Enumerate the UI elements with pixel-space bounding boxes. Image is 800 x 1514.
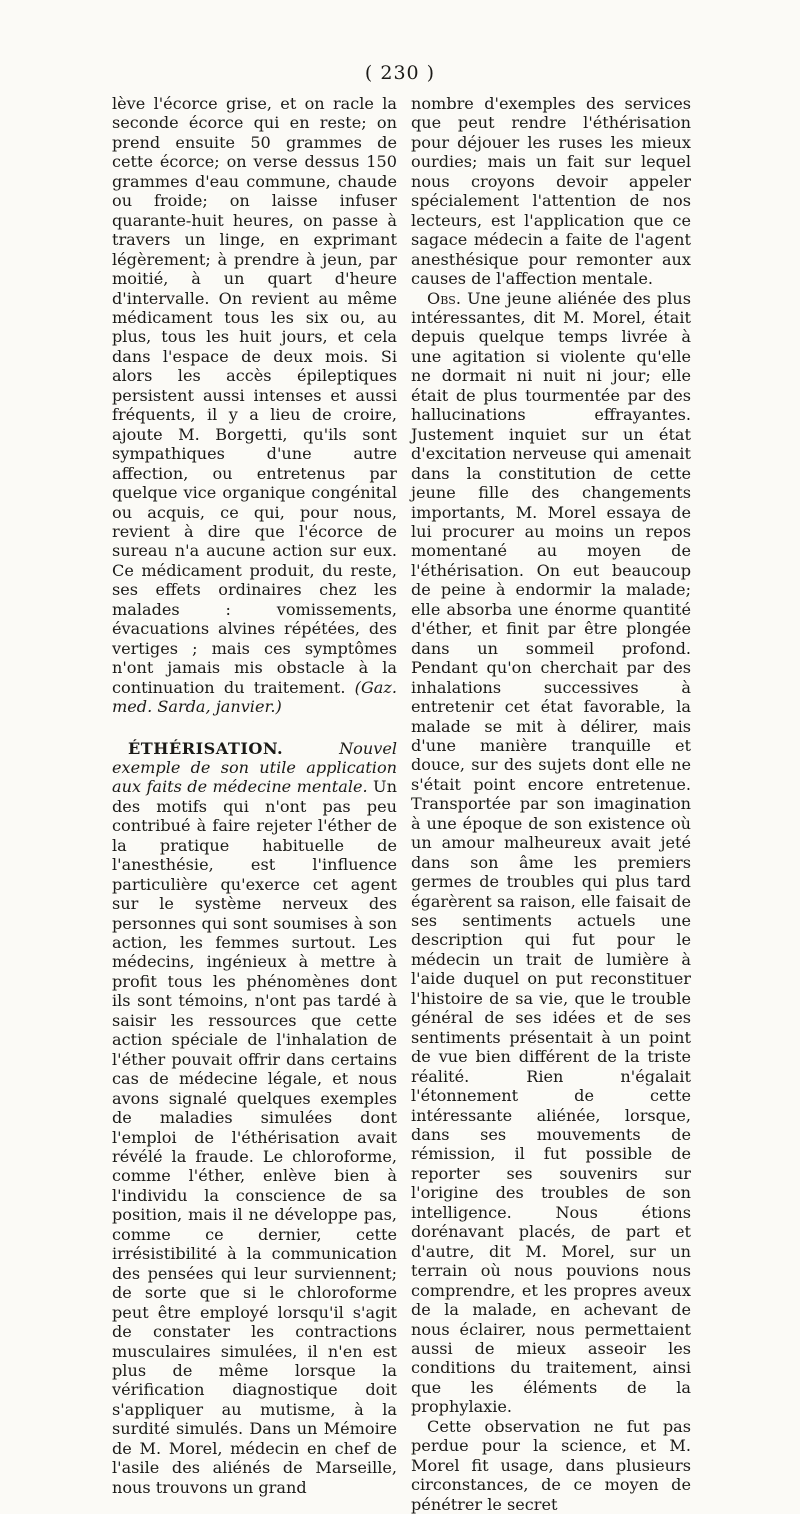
observation-paragraph	[411, 289, 691, 1417]
left-paragraph-2	[112, 739, 397, 1498]
right-paragraph-3: Cette observation ne fut pas perdue pour la science, et M. Morel fit usage, dans plusieurs circonstances, de ce moyen de pénétrer le secret	[411, 1416, 691, 1514]
obs-label: Obs.	[427, 288, 461, 308]
section-gap	[112, 717, 397, 739]
left-paragraph-1-text: lève l'écorce grise, et on racle la seconde écorce qui en reste; on prend ensuite 50 grammes de cette écorce; on verse dessus 150 grammes d'eau commune, chaude ou froide; on laisse infuser quarante-huit heures, on passe à travers un linge, en exprimant légèrement; à prendre à jeun, par moitié, à un quart d'heure d'intervalle. On revient au même médicament tous les six ou, au plus, tous les huit jours, et cela dans l'espace de deux mois. Si alors les accès épileptiques persistent aussi intenses et aussi fréquents, il y a lieu de croire, ajoute M. Borgetti, qu'ils sont sympathiques d'une autre affection, ou entretenus par quelque vice organique congénital ou acquis, ce qui, pour nous, revient à dire que l'écorce de sureau n'a aucune action sur eux. Ce médicament produit, du reste, ses effets ordinaires chez les malades : vomissements, évacuations alvines répétées, des vertiges ; mais ces symptômes n'ont jamais mis obstacle à la continuation du traitement.	[112, 94, 397, 697]
left-paragraph-2-text: Un des motifs qui n'ont pas peu contribué à faire rejeter l'éther de la pratique habituelle de l'anesthésie, est l'influence particulière qu'exerce cet agent sur le système nerveux des personnes qui sont soumises à son action, les femmes surtout. Les médecins, ingénieux à mettre à profit tous les phénomènes dont ils sont témoins, n'ont pas tardé à saisir les ressources que cette action spéciale de l'inhalation de l'éther pouvait offrir dans certains cas de médecine légale, et nous avons signalé quelques exemples de maladies simulées dont l'emploi de l'éthérisation avait révélé la fraude. Le chloroforme, comme l'éther, enlève bien à l'individu la conscience de sa position, mais il ne développe pas, comme ce dernier, cette irrésistibilité à la communication des pensées qui leur surviennent; de sorte que si le chloroforme peut être employé lorsqu'il s'agit de constater les contractions musculaires simulées, il n'en est plus de même lorsque la vérification diagnostique doit s'appliquer au mutisme, à la surdité simulés. Dans un Mémoire de M. Morel, médecin en chef de l'asile des aliénés de Marseille, nous trouvons un grand	[112, 777, 397, 1497]
obs-text: Une jeune aliénée des plus intéressantes, dit M. Morel, était depuis quelque temps livrée à une agitation si violente qu'elle ne dormait ni nuit ni jour; elle était de plus tourmentée par des hallucinations effrayantes. Justement inquiet sur un état d'excitation nerveuse qui amenait dans la constitution de cette jeune fille des changements importants, M. Morel essaya de lui procurer au moins un repos momentané au moyen de l'éthérisation. On eut beaucoup de peine à endormir la malade; elle absorba une énorme quantité d'éther, et finit par être plongée dans un sommeil profond. Pendant qu'on cherchait par des inhalations successives à entretenir cet état favorable, la malade se mit à délirer, mais d'une manière tranquille et douce, sur des sujets dont elle ne s'était point encore entretenue. Transportée par son imagination à une époque de son existence où un amour malheureux avait jeté dans son âme les premiers germes de troubles qui plus tard égarèrent sa raison, elle faisait de ses sentiments actuels une description qui fut pour le médecin un trait de lumière à l'aide duquel on put reconstituer l'histoire de sa vie, que le trouble général de ses idées et de ses sentiments présentait à un point de vue bien différent de la triste réalité. Rien n'égalait l'étonnement de cette intéressante aliénée, lorsque, dans ses mouvements de rémission, il fut possible de reporter ses souvenirs sur l'origine des troubles de son intelligence. Nous étions dorénavant placés, de part et d'autre, dit M. Morel, sur un terrain où nous pouvions nous comprendre, et les propres aveux de la malade, en achevant de nous éclairer, nous permettaient aussi de mieux asseoir les conditions du traitement, ainsi que les éléments de la prophylaxie.	[411, 288, 691, 1417]
right-paragraph-1: nombre d'exemples des services que peut rendre l'éthérisation pour déjouer les ruses les mieux ourdies; mais un fait sur lequel nous croyons devoir appeler spécialement l'attention de nos lecteurs, est l'application que ce sagace médecin a faite de l'agent anesthésique pour remonter aux causes de l'affection mentale.	[411, 94, 691, 289]
right-column	[411, 94, 691, 1514]
section-heading: ÉTHÉRISATION.	[128, 738, 284, 758]
section-subtitle: Nouvel exemple de son utile application aux faits de médecine mentale.	[112, 738, 397, 797]
left-paragraph-1	[112, 94, 397, 717]
page-number: ( 230 )	[364, 62, 436, 84]
citation: (Gaz. med. Sarda, janvier.)	[112, 677, 397, 717]
left-column	[112, 94, 397, 1497]
